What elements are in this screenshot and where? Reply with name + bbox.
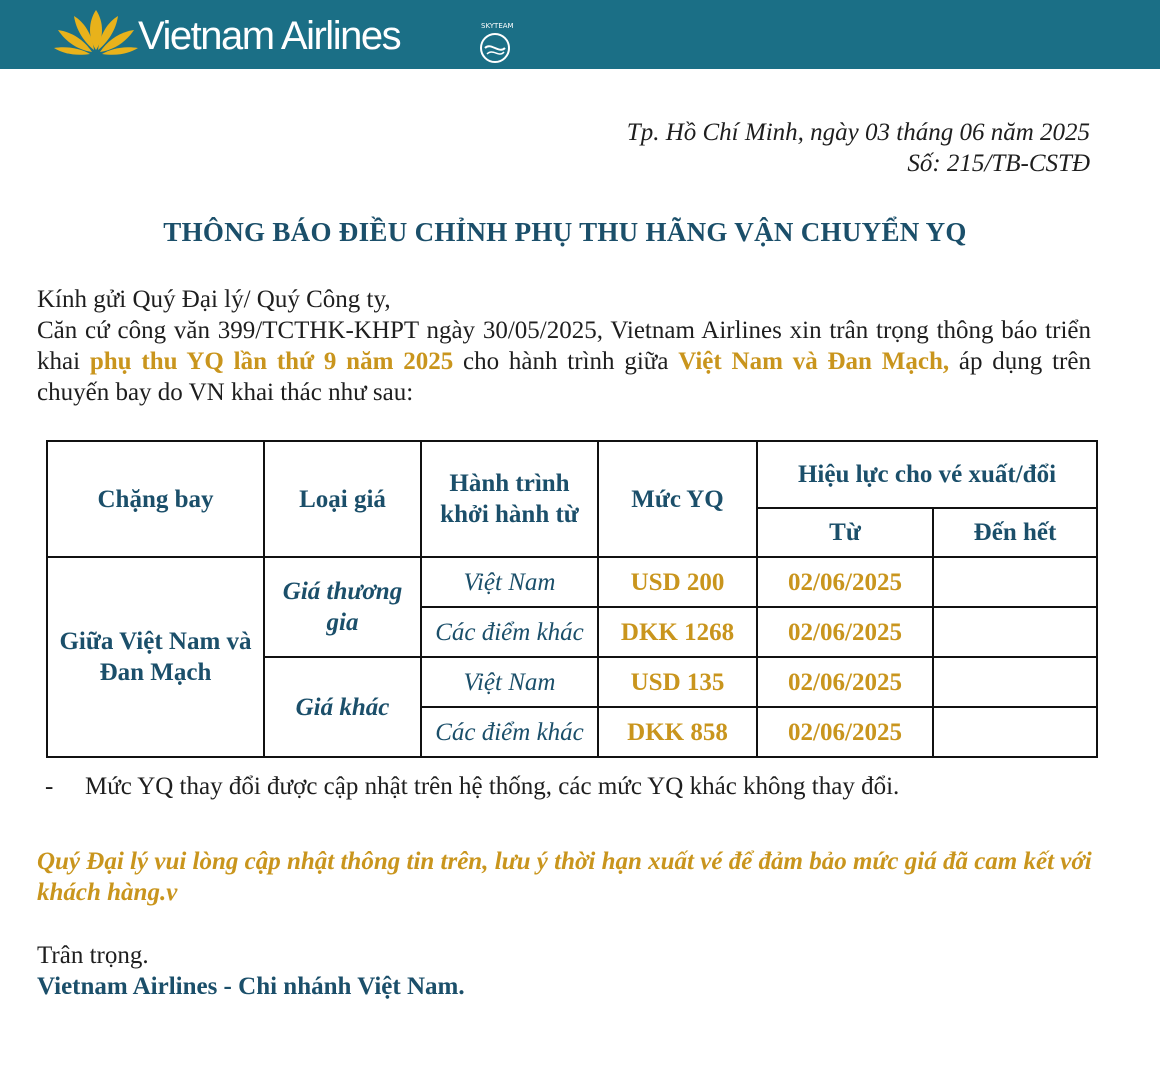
page-title: THÔNG BÁO ĐIỀU CHỈNH PHỤ THU HÃNG VẬN CHUYỂN YQ (163, 217, 967, 247)
intro-text-1: Căn cứ công văn 399/TCTHK-KHPT ngày 30/05/2025, Vietnam Airlines xin trân trọng thông báo triển khai (37, 317, 1091, 375)
header-until: Đến hết (933, 508, 1097, 557)
yq-cell: DKK 1268 (598, 607, 757, 657)
route-highlight: Việt Nam và Đan Mạch, (678, 348, 950, 375)
skyteam-logo-text: SKYTEAM (481, 22, 514, 30)
intro-text-2: cho hành trình giữa (453, 348, 679, 375)
document-meta (627, 117, 1090, 179)
document-number: Số: 215/TB-CSTĐ (907, 150, 1090, 177)
header-segment: Chặng bay (47, 441, 264, 557)
header-origin: Hành trình khởi hành từ (421, 441, 598, 557)
intro-text-3: áp dụng trên chuyến bay do VN khai thác như sau: (37, 348, 1091, 406)
yq-cell: DKK 858 (598, 707, 757, 757)
from-date-cell: 02/06/2025 (757, 657, 933, 707)
lotus-logo-icon (52, 4, 140, 62)
skyteam-logo-icon (455, 12, 521, 68)
greeting: Kính gửi Quý Đại lý/ Quý Công ty, (37, 286, 391, 313)
header-bar (0, 0, 1160, 69)
from-date-cell: 02/06/2025 (757, 707, 933, 757)
origin-cell: Các điểm khác (421, 607, 598, 657)
closing-regards: Trân trọng. (37, 942, 149, 969)
yq-cell: USD 200 (598, 557, 757, 607)
place-date: Tp. Hồ Chí Minh, ngày 03 tháng 06 năm 2025 (626, 119, 1090, 146)
note-bullet: - (45, 773, 54, 800)
from-date-cell: 02/06/2025 (757, 607, 933, 657)
origin-cell: Các điểm khác (421, 707, 598, 757)
surcharge-highlight: phụ thu YQ lần thứ 9 năm 2025 (89, 348, 454, 375)
header-from: Từ (757, 508, 933, 557)
table-row (47, 557, 1097, 607)
note-text: Mức YQ thay đổi được cập nhật trên hệ thống, các mức YQ khác không thay đổi. (85, 773, 900, 800)
until-date-cell (933, 607, 1097, 657)
until-date-cell (933, 657, 1097, 707)
agent-reminder: Quý Đại lý vui lòng cập nhật thông tin trên, lưu ý thời hạn xuất vé để đảm bảo mức giá đã cam kết với khách hàng.v (37, 848, 1092, 906)
origin-cell: Việt Nam (421, 657, 598, 707)
intro-paragraph (37, 315, 1091, 408)
note-line (45, 771, 1105, 802)
yq-cell: USD 135 (598, 657, 757, 707)
body-text (37, 284, 1091, 408)
brand-name: Vietnam Airlines (138, 14, 401, 58)
header-validity: Hiệu lực cho vé xuất/đổi (757, 441, 1097, 508)
segment-cell: Giữa Việt Nam và Đan Mạch (47, 557, 264, 757)
until-date-cell (933, 707, 1097, 757)
origin-cell: Việt Nam (421, 557, 598, 607)
from-date-cell: 02/06/2025 (757, 557, 933, 607)
header-fare-type: Loại giá (264, 441, 421, 557)
table-header-row (47, 441, 1097, 508)
fare-type-cell: Giá thương gia (264, 557, 421, 657)
until-date-cell (933, 557, 1097, 607)
signature: Vietnam Airlines - Chi nhánh Việt Nam. (37, 973, 465, 1000)
yq-table (46, 440, 1098, 758)
header-yq: Mức YQ (598, 441, 757, 557)
fare-type-cell: Giá khác (264, 657, 421, 757)
